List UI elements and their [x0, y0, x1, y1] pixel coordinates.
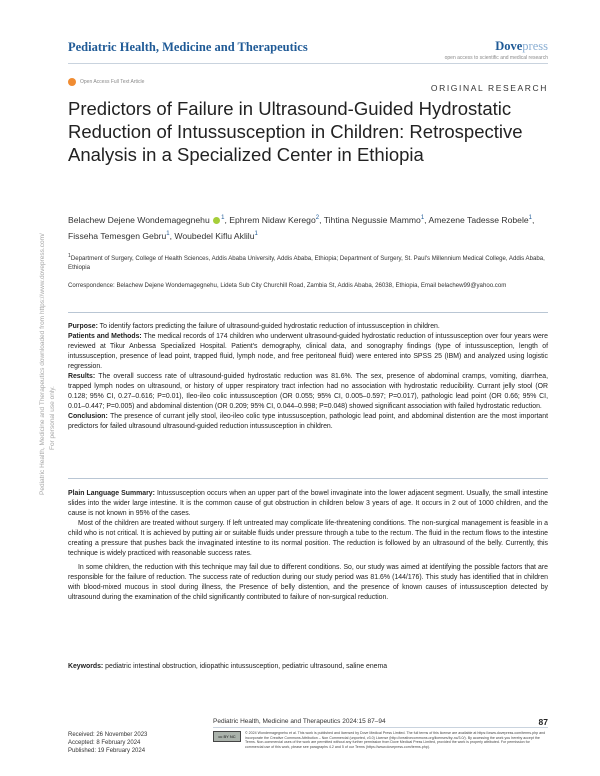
sidebar-svg: [10, 150, 60, 500]
publisher-tagline: open access to scientific and medical research: [444, 55, 548, 61]
abstract-divider-bottom: [68, 478, 548, 479]
methods-label: Patients and Methods:: [68, 333, 142, 340]
abstract: [68, 322, 548, 432]
received-date: Received: 26 November 2023: [68, 732, 148, 738]
pls-label: Plain Language Summary:: [68, 490, 155, 497]
abstract-methods: [68, 332, 548, 372]
abstract-divider-top: [68, 312, 548, 313]
affiliations: [68, 252, 548, 272]
methods-text: The medical records of 174 children who underwent ultrasound-guided hydrostatic reduction of intussusception over four years were reviewed at Tikur Anbessa Specialized Hospital. Patient's demography, clinical data, and sonography findings (type of intussusception, length of intussusception, presence of lead point, trapped fluid, lymph node, and free peritoneal fluid) were entered into SPSS 25 (IBM) and analyzed using logistic regression.: [68, 333, 548, 370]
author-sup: 1: [166, 230, 170, 237]
footer-divider: [213, 727, 548, 728]
affil-sup: 1: [68, 253, 71, 259]
section-label: ORIGINAL RESEARCH: [430, 83, 548, 93]
author-name: Amezene Tadesse Robele: [428, 214, 529, 225]
keywords-text: pediatric intestinal obstruction, idiopathic intussusception, pediatric ultrasound, saline enema: [105, 663, 388, 670]
affiliations-text: Department of Surgery, College of Health Sciences, Addis Ababa University, Addis Ababa, Ethiopia; Department of Surgery, St. Paul's Millennium Medical College, Addis Ababa, Ethiopia: [68, 255, 545, 271]
author-sup: 1: [528, 215, 532, 221]
publisher-bold: Dove: [495, 39, 523, 53]
pls-paragraph: Most of the children are treated without surgery. If left untreated may complicate life-threatening conditions. The non-surgical management is feasible in a child who is not critical. It is achieved by putting air or suitable fluids under pressure through a tube to the rectum. The fluid in the rectum flows to the intestine creating a pressure that pushes back the invaginated intestine to its normal position. The reduction is followed by an ultrasound of the belly. Currently, this technique is widely practiced with reasonable success rates.: [68, 520, 548, 557]
author-name: Tihtina Negussie Mammo: [323, 214, 421, 225]
license-text: © 2024 Wondemagegnehu et al. This work is published and licensed by Dove Medical Press Limited. The full terms of this license are available at https://www.dovepress.com/terms.php and incorporate the Creative Commons Attribution – Non Commercial (unported, v3.0) License (http://creativecommons.org/licenses/by-nc/3.0/). By accessing the work you hereby accept the Terms. Non-commercial uses of the work are permitted without any further permission from Dove Medical Press Limited, provided the work is properly attributed. For permission for commercial use of this work, please see paragraphs 4.2 and 5 of our Terms (https://www.dovepress.com/terms.php).: [245, 731, 546, 749]
header-divider: [68, 63, 548, 64]
results-label: Results:: [68, 373, 96, 380]
pls-text: Intussusception occurs when an upper part of the bowel invaginate into the lower adjacent segment. Usually, the small intestine slides into the wider large intestine. It is the common cause of gut obstruction in children below 3 years of age. It occurs in 2 out of 1000 children, and the cause is not known in 95% of the cases.: [68, 490, 548, 517]
author-sup: 2: [315, 215, 320, 221]
open-access-label: [68, 78, 144, 86]
article-title: Predictors of Failure in Ultrasound-Guided Hydrostatic Reduction of Intussusception in Children: Retrospective Analysis in a Specialized Center in Ethiopia: [68, 98, 523, 165]
accepted-date: Accepted: 8 February 2024: [68, 740, 141, 746]
keywords: [68, 663, 548, 670]
sidebar-line-1: Pediatric Health, Medicine and Therapeutics downloaded from https://www.dovepress.com/: [39, 233, 46, 495]
author-name: Belachew Dejene Wondemagegnehu: [68, 214, 210, 225]
abstract-purpose: [68, 322, 548, 332]
correspondence: Correspondence: Belachew Dejene Wondemagegnehu, Lideta Sub City Churchill Road, Zambia St, Addis Ababa, 26038, Ethiopia, Email belachew99@yahoo.com: [68, 282, 507, 289]
footer-citation: Pediatric Health, Medicine and Therapeutics 2024:15 87–94: [213, 718, 386, 725]
conclusion-text: The presence of currant jelly stool, ileo-ileo colic type intussusception, pathologic lead point, and abdominal distention are the most important predictors for failed ultrasound ultrasound-guided reduction intussusception in children.: [68, 413, 548, 430]
article-dates: [68, 731, 147, 755]
journal-name: Pediatric Health, Medicine and Therapeutics: [68, 40, 308, 54]
publisher-logo: [445, 39, 548, 61]
license-block: [213, 731, 548, 749]
conclusion-label: Conclusion:: [68, 413, 108, 420]
author-sup: 1: [420, 215, 425, 221]
author-name: Woubedel Kiflu Aklilu: [174, 230, 255, 241]
published-date: Published: 19 February 2024: [68, 748, 146, 754]
page-number: 87: [538, 717, 548, 727]
results-text: The overall success rate of ultrasound-guided hydrostatic reduction was 81.6%. The sex, presence of abdominal cramps, vomiting, diarrhea, trapped lymph nodes on ultrasound, or history of upper respiratory tract infection had no association with hydrostatic reducibility. Currant jelly stool (OR 0.128; 95% CI, 0.27–0.616; P=0.01), Ileo-ileo colic intussusception (OR 0.055; 95% CI, 0.005–0.597; P=0.017), pathologic lead point (OR 0.66; 95% CI, 0.01–0.447; P=0.005) and abdominal distention (OR 0.209; 95% CI, 0.044–0.998; P=0.048) showed significant association with failed hydrostatic reduction.: [68, 373, 548, 410]
pls-paragraph: In some children, the reduction with this technique may fail due to different conditions. So, our study was aimed at identifying the possible factors that are responsible for the failure of reduction. The success rate of reduction during our study period was 81.6% (144/176). This study has identified that in children with blood-mixed mucous in stool during illness, the Presence of belly distention, and the presence of known causes of intussusception detected by ultrasound during the examination of the child significantly contributed to failure of non-surgical reduction.: [68, 564, 548, 601]
author-sup: 1: [221, 215, 225, 221]
open-access-text: Open Access Full Text Article: [80, 79, 145, 85]
orcid-icon[interactable]: [213, 217, 220, 224]
author-name: Ephrem Nidaw Kerego: [229, 214, 316, 225]
plain-language-summary: [68, 489, 548, 603]
abstract-results: [68, 372, 548, 412]
keywords-label: Keywords:: [68, 663, 104, 670]
pls-paragraph: [68, 489, 548, 519]
abstract-conclusion: [68, 412, 548, 432]
purpose-text: To identify factors predicting the failure of ultrasound-guided hydrostatic reduction of intussusception in children.: [99, 323, 440, 330]
cc-license-badge[interactable]: cc BY NC: [213, 731, 241, 742]
download-sidebar: [10, 150, 60, 500]
open-access-icon: [68, 78, 76, 86]
author-sup: 1: [254, 230, 258, 237]
sidebar-line-2: For personal use only.: [49, 386, 56, 450]
author-list: Belachew Dejene Wondemagegnehu $^1$, Ephrem Nidaw Kerego$^2$, Tihtina Negussie Mammo$^1$, Amezene Tadesse Robele$^1$, Fisseha Temesgen Gebru$^1$, Woubedel Kiflu Aklilu$^1$: [68, 214, 535, 241]
author-name: Fisseha Temesgen Gebru: [68, 230, 167, 241]
publisher-light: press: [522, 39, 548, 53]
purpose-label: Purpose:: [68, 323, 98, 330]
